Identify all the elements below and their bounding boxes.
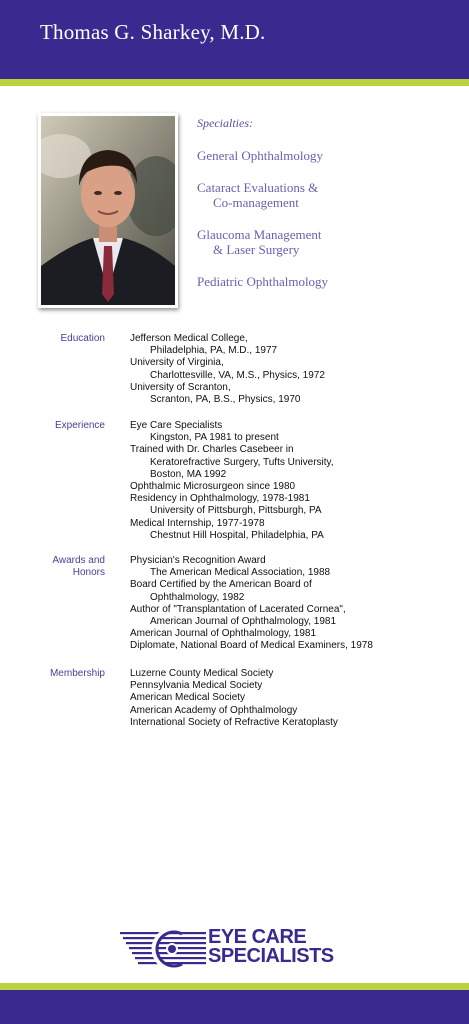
specialty-line: Glaucoma Management — [197, 227, 322, 242]
doctor-name: Thomas G. Sharkey, M.D. — [40, 20, 266, 44]
cv-line: Scranton, PA, B.S., Physics, 1970 — [150, 394, 301, 406]
cv-line: Keratorefractive Surgery, Tufts University, — [150, 456, 334, 468]
cv-line: International Society of Refractive Keratoplasty — [130, 716, 338, 728]
cv-line: Luzerne County Medical Society — [130, 668, 274, 679]
specialty-item — [197, 227, 328, 257]
awards-label-line: Honors — [72, 567, 105, 578]
specialties-list — [197, 116, 328, 306]
eye-swoosh-icon — [120, 926, 210, 971]
specialty-line: Cataract Evaluations & — [197, 180, 319, 195]
experience-body — [130, 420, 334, 542]
cv-line: Diplomate, National Board of Medical Examiners, 1978 — [130, 640, 373, 652]
education-body — [130, 333, 325, 406]
cv-line: Residency in Ophthalmology, 1978-1981 — [130, 493, 310, 505]
specialty-line: Co-management — [213, 195, 299, 210]
membership-label: Membership — [49, 668, 105, 679]
education-label: Education — [60, 333, 105, 344]
membership-body — [130, 668, 338, 729]
cv-line: University of Scranton, — [130, 381, 231, 393]
cv-line: Author of "Transplantation of Lacerated Cornea", — [130, 603, 346, 615]
logo-line: SPECIALISTS — [208, 945, 334, 967]
cv-line: Pennsylvania Medical Society — [130, 680, 263, 692]
awards-label-line: Awards and — [52, 555, 105, 566]
cv-line: The American Medical Association, 1988 — [150, 567, 331, 579]
awards-body — [130, 555, 373, 653]
header-accent-stripe — [0, 79, 469, 86]
cv-line: Chestnut Hill Hospital, Philadelphia, PA — [150, 529, 324, 541]
cv-line: Kingston, PA 1981 to present — [150, 432, 279, 444]
cv-line: American Medical Society — [130, 692, 246, 704]
cv-line: Board Certified by the American Board of — [130, 579, 312, 591]
cv-line: Philadelphia, PA, M.D., 1977 — [150, 345, 278, 357]
specialty-item — [197, 274, 328, 289]
cv-line: University of Virginia, — [130, 357, 224, 369]
cv-line: Ophthalmology, 1982 — [150, 591, 245, 603]
cv-line: Medical Internship, 1977-1978 — [130, 517, 265, 529]
cv-line: University of Pittsburgh, Pittsburgh, PA — [150, 505, 322, 517]
footer-accent-stripe — [0, 983, 469, 990]
cv-line: Charlottesville, VA, M.S., Physics, 1972 — [150, 369, 325, 381]
experience-label: Experience — [54, 420, 105, 431]
cv-line: Ophthalmic Microsurgeon since 1980 — [130, 481, 296, 493]
awards-label — [0, 555, 105, 579]
cv-line: Physician's Recognition Award — [130, 555, 266, 566]
logo-line: EYE CARE — [208, 926, 307, 948]
specialty-item — [197, 180, 328, 210]
specialty-line: General Ophthalmology — [197, 148, 323, 163]
specialty-line: Pediatric Ophthalmology — [197, 274, 329, 289]
cv-line: Eye Care Specialists — [130, 420, 223, 431]
logo-wordmark — [208, 928, 334, 966]
specialty-line: & Laser Surgery — [213, 242, 300, 257]
cv-line: Boston, MA 1992 — [150, 468, 227, 480]
footer-bar — [0, 990, 469, 1024]
doctor-portrait — [38, 113, 178, 308]
cv-line: American Journal of Ophthalmology, 1981 — [130, 628, 317, 640]
cv-line: Trained with Dr. Charles Casebeer in — [130, 444, 294, 456]
specialty-item — [197, 148, 328, 163]
specialties-heading: Specialties: — [197, 116, 253, 130]
cv-line: Jefferson Medical College, — [130, 333, 248, 344]
eye-care-specialists-logo — [120, 926, 360, 971]
cv-line: American Journal of Ophthalmology, 1981 — [150, 616, 337, 628]
cv-line: American Academy of Ophthalmology — [130, 704, 298, 716]
header-bar — [0, 0, 469, 79]
